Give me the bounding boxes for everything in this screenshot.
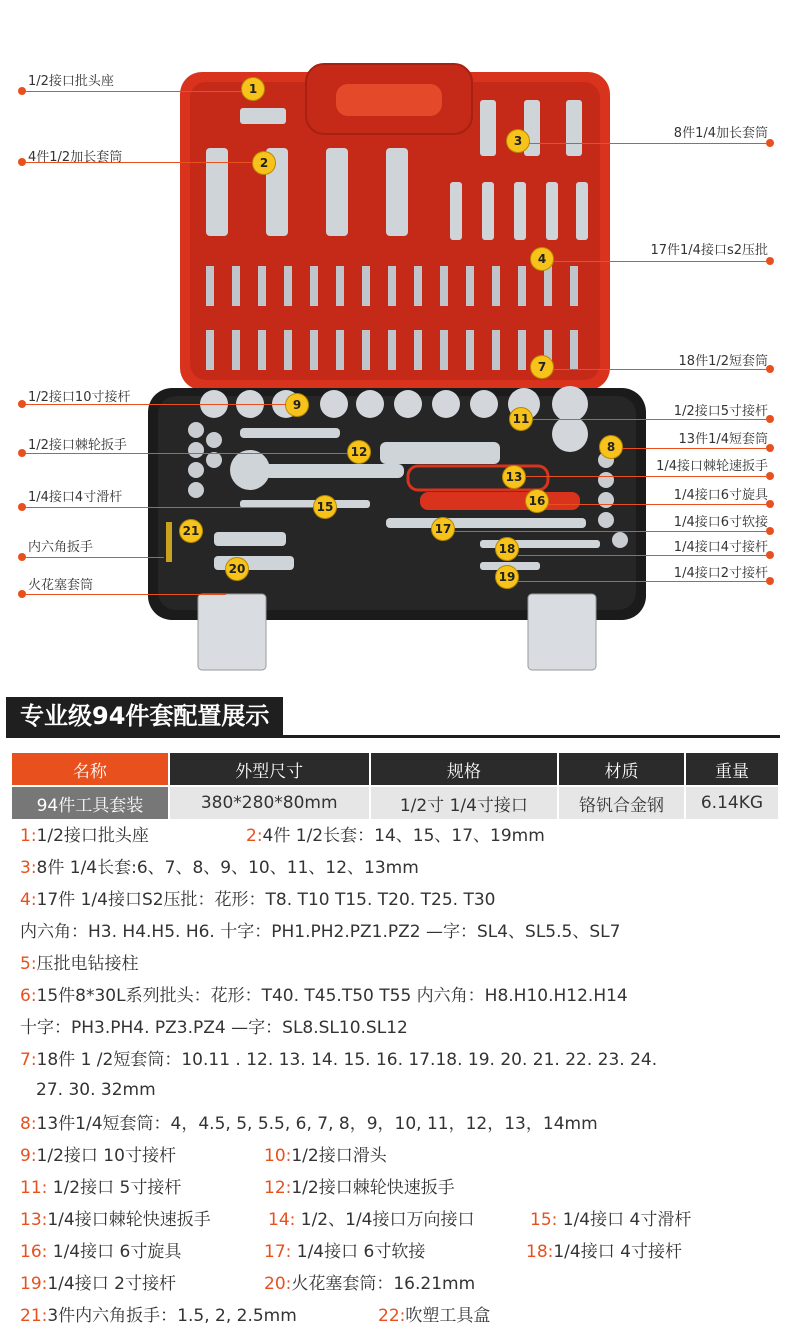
item-text: 3件内六角扳手：1.5, 2, 2.5mm <box>47 1306 297 1326</box>
section-title: 专业级94件套配置展示 <box>6 697 283 735</box>
callout-label-left: 1/4接口4寸滑杆 <box>28 490 123 505</box>
item-number: 22: <box>378 1306 406 1326</box>
callout-label-left: 1/2接口批头座 <box>28 74 114 89</box>
item-number: 15: <box>530 1210 558 1230</box>
item-text: 火花塞套筒：16.21mm <box>291 1274 476 1294</box>
callout-label-right: 1/4接口6寸旋具 <box>673 488 768 503</box>
callout-badge: 15 <box>314 496 336 518</box>
spec-cell: 380*280*80mm <box>170 787 369 819</box>
item-number: 4: <box>20 890 37 910</box>
item-text: 1/4接口 4寸接杆 <box>553 1242 682 1262</box>
item-text: 1/4接口棘轮快速扳手 <box>47 1210 211 1230</box>
callout-line <box>529 143 766 144</box>
spec-cell: 铬钒合金钢 <box>559 787 684 819</box>
callout-label-right: 1/4接口4寸接杆 <box>673 540 768 555</box>
spec-table <box>10 751 780 821</box>
callout-line <box>518 555 766 556</box>
item-number: 1: <box>20 826 37 846</box>
callout-badge: 8 <box>600 436 622 458</box>
item-text: 1/2接口棘轮快速扳手 <box>291 1178 455 1198</box>
item-number: 2: <box>246 826 263 846</box>
callout-badge: 12 <box>348 441 370 463</box>
item-number: 10: <box>264 1146 292 1166</box>
item-text: 1/2接口 10寸接杆 <box>36 1146 176 1166</box>
callout-badge: 4 <box>531 248 553 270</box>
item-number: 18: <box>526 1242 554 1262</box>
item-text: 15件8*30L系列批头：花形：T40. T45.T50 T55 内六角：H8.H10.H12.H14 <box>36 986 628 1006</box>
callout-badge: 13 <box>503 466 525 488</box>
item-number: 3: <box>20 858 37 878</box>
callout-line <box>24 594 226 595</box>
callout-label-right: 1/4接口2寸接杆 <box>673 566 768 581</box>
item-text: 1/4接口 4寸滑杆 <box>557 1210 692 1230</box>
callout-label-right: 1/4接口棘轮速扳手 <box>656 459 768 474</box>
item-text: 1/2接口 5寸接杆 <box>47 1178 182 1198</box>
callout-line <box>553 261 766 262</box>
callout-line <box>553 369 766 370</box>
item-number: 16: <box>20 1242 48 1262</box>
callout-badge: 19 <box>496 566 518 588</box>
callout-line <box>532 419 766 420</box>
callout-label-right: 8件1/4加长套筒 <box>673 126 768 141</box>
callout-line <box>24 453 348 454</box>
item-text: 1/2接口批头座 <box>36 826 149 846</box>
item-number: 13: <box>20 1210 48 1230</box>
callout-badge: 21 <box>180 520 202 542</box>
item-text: 1/2、1/4接口万向接口 <box>295 1210 475 1230</box>
callout-badge: 20 <box>226 558 248 580</box>
callout-line <box>24 91 242 92</box>
spec-header: 材质 <box>559 753 684 785</box>
callout-label-right: 1/4接口6寸软接 <box>673 515 768 530</box>
item-number: 20: <box>264 1274 292 1294</box>
item-text: 13件1/4短套筒：4，4.5, 5, 5.5, 6, 7, 8，9，10, 11，12，13，14mm <box>36 1114 598 1134</box>
callout-label-left: 火花塞套筒 <box>28 578 94 593</box>
callout-label-right: 1/2接口5寸接杆 <box>673 404 768 419</box>
spec-header: 重量 <box>686 753 778 785</box>
callout-badge: 2 <box>253 152 275 174</box>
callout-badge: 7 <box>531 356 553 378</box>
callout-badge: 17 <box>432 518 454 540</box>
item-text: 17件 1/4接口S2压批：花形：T8. T10 T15. T20. T25. T30 <box>36 890 496 910</box>
item-number: 11: <box>20 1178 48 1198</box>
callout-dot <box>766 257 774 265</box>
item-text: 8件 1/4长套:6、7、8、9、10、11、12、13mm <box>36 858 419 878</box>
callout-label-right: 17件1/4接口s2压批 <box>650 243 768 258</box>
callout-label-left: 4件1/2加长套筒 <box>28 150 123 165</box>
spec-header: 规格 <box>371 753 558 785</box>
callout-label-left: 1/2接口棘轮扳手 <box>28 438 127 453</box>
spec-header: 外型尺寸 <box>170 753 369 785</box>
item-text: 1/4接口 6寸旋具 <box>47 1242 182 1262</box>
item-number: 17: <box>264 1242 292 1262</box>
item-number: 7: <box>20 1050 37 1070</box>
item-text: 18件 1 /2短套筒：10.11 . 12. 13. 14. 15. 16. 17.18. 19. 20. 21. 22. 23. 24. <box>36 1050 658 1070</box>
callout-badge: 1 <box>242 78 264 100</box>
item-number: 19: <box>20 1274 48 1294</box>
callout-badge: 18 <box>496 538 518 560</box>
item-text: 4件 1/2长套：14、15、17、19mm <box>262 826 545 846</box>
callout-label-right: 18件1/2短套筒 <box>678 354 768 369</box>
callout-badge: 16 <box>526 490 548 512</box>
item-number: 12: <box>264 1178 292 1198</box>
callout-label-right: 13件1/4短套筒 <box>678 432 768 447</box>
callout-line <box>454 531 766 532</box>
spec-cell: 94件工具套装 <box>12 787 168 819</box>
callout-badge: 3 <box>507 130 529 152</box>
spec-cell: 1/2寸 1/4寸接口 <box>371 787 558 819</box>
item-text: 1/4接口 6寸软接 <box>291 1242 426 1262</box>
item-number: 6: <box>20 986 37 1006</box>
spec-data-row <box>12 787 778 819</box>
spec-cell: 6.14KG <box>686 787 778 819</box>
spec-header: 名称 <box>12 753 168 785</box>
item-text: 吹塑工具盒 <box>405 1306 491 1326</box>
callout-label-left: 内六角扳手 <box>28 540 94 555</box>
item-number: 14: <box>268 1210 296 1230</box>
callout-line <box>518 581 766 582</box>
item-text: 压批电钻接柱 <box>36 954 139 974</box>
item-text: 十字：PH3.PH4. PZ3.PZ4 —字：SL8.SL10.SL12 <box>20 1018 408 1038</box>
item-number: 8: <box>20 1114 37 1134</box>
item-text: 1/2接口滑头 <box>291 1146 387 1166</box>
callout-badge: 11 <box>510 408 532 430</box>
callout-line <box>24 507 314 508</box>
callout-line <box>24 557 164 558</box>
spec-header-row <box>12 753 778 785</box>
callout-line <box>622 448 766 449</box>
callout-label-left: 1/2接口10寸接杆 <box>28 390 131 405</box>
callout-badge: 9 <box>286 394 308 416</box>
item-number: 9: <box>20 1146 37 1166</box>
item-text: 27. 30. 32mm <box>36 1080 156 1100</box>
callout-line <box>525 476 766 477</box>
item-text: 1/4接口 2寸接杆 <box>47 1274 176 1294</box>
item-number: 21: <box>20 1306 48 1326</box>
callout-line <box>548 504 766 505</box>
item-text: 内六角：H3. H4.H5. H6. 十字：PH1.PH2.PZ1.PZ2 —字：SL4、SL5.5、SL7 <box>20 922 621 942</box>
title-divider <box>6 735 780 738</box>
item-number: 5: <box>20 954 37 974</box>
